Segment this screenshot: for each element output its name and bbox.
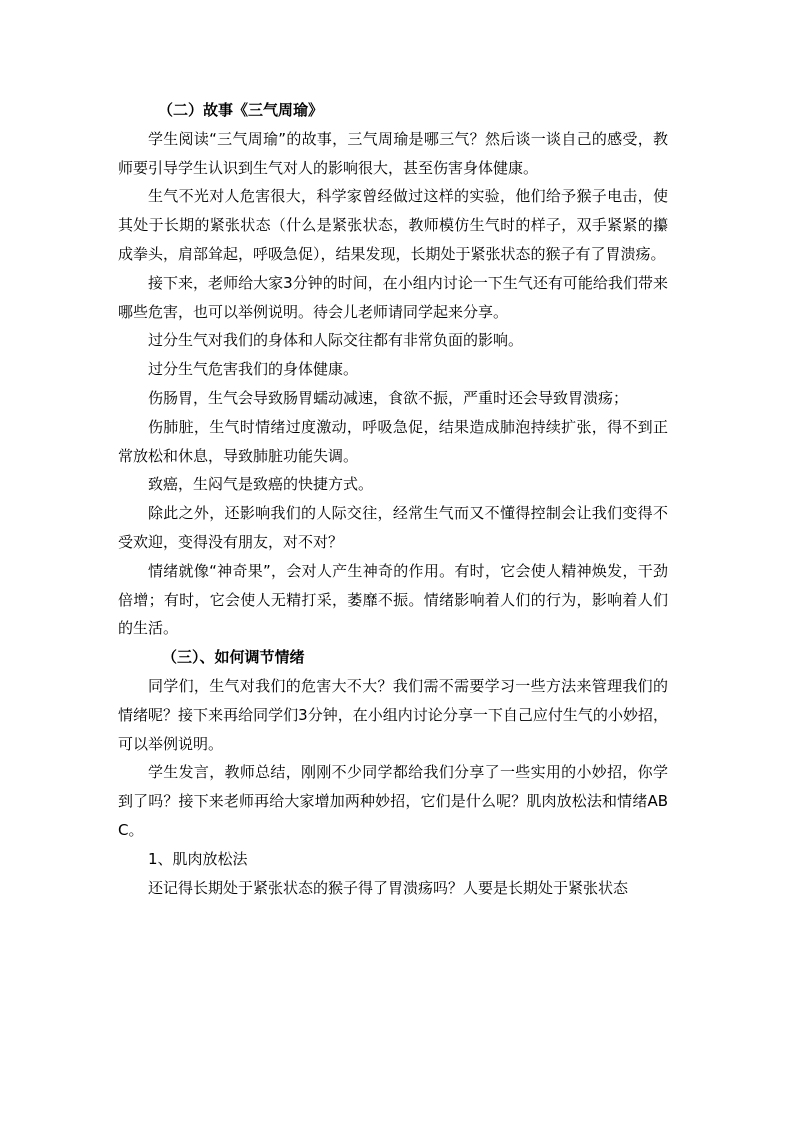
paragraph: 致癌，生闷气是致癌的快捷方式。 bbox=[148, 475, 374, 494]
paragraph: 同学们，生气对我们的危害大不大？我们需不需要学习一些方法来管理我们的情绪呢？接下来再给同学们3分钟，在小组内讨论分享一下自己应付生气的小妙招，可以举例说明。 bbox=[118, 676, 668, 753]
paragraph: 还记得长期处于紧张状态的猴子得了胃溃疡吗？人要是长期处于紧张状态 bbox=[148, 878, 629, 897]
paragraph: 学生发言，教师总结，刚刚不少同学都给我们分享了一些实用的小妙招，你学到了吗？接下来老师再给大家增加两种妙招，它们是什么呢？肌肉放松法和情绪ABC。 bbox=[118, 763, 668, 839]
section-heading-story: （二）故事《三气周瑜》 bbox=[158, 101, 324, 119]
document-body bbox=[118, 96, 668, 902]
paragraph: 过分生气危害我们的身体健康。 bbox=[148, 360, 359, 379]
paragraph: 除此之外，还影响我们的人际交往，经常生气而又不懂得控制会让我们变得不受欢迎，变得没有朋友，对不对？ bbox=[118, 504, 668, 551]
paragraph: 伤肠胃，生气会导致肠胃蠕动减速，食欲不振，严重时还会导致胃溃疡； bbox=[148, 388, 629, 407]
paragraph: 生气不光对人危害很大，科学家曾经做过这样的实验，他们给予猴子电击，使其处于长期的紧张状态（什么是紧张状态，教师模仿生气时的样子，双手紧紧的攥成拳头，肩部耸起，呼吸急促），结果发现，长期处于紧张状态的猴子有了胃溃疡。 bbox=[118, 187, 668, 263]
paragraph: 情绪就像“神奇果”，会对人产生神奇的作用。有时，它会使人精神焕发，干劲倍增；有时，它会使人无精打采，萎靡不振。情绪影响着人们的行为，影响着人们的生活。 bbox=[118, 561, 668, 638]
subheading-muscle-relaxation: 1、肌肉放松法 bbox=[148, 849, 248, 868]
paragraph: 学生阅读“三气周瑜”的故事，三气周瑜是哪三气？然后谈一谈自己的感受，教师要引导学生认识到生气对人的影响很大，甚至伤害身体健康。 bbox=[118, 129, 668, 177]
section-heading-regulate: （三）、如何调节情绪 bbox=[162, 648, 305, 667]
paragraph: 接下来，老师给大家3分钟的时间，在小组内讨论一下生气还有可能给我们带来哪些危害，也可以举例说明。待会儿老师请同学起来分享。 bbox=[118, 273, 668, 321]
paragraph: 伤肺脏，生气时情绪过度激动，呼吸急促，结果造成肺泡持续扩张，得不到正常放松和休息，导致肺脏功能失调。 bbox=[118, 417, 668, 465]
paragraph: 过分生气对我们的身体和人际交往都有非常负面的影响。 bbox=[148, 331, 524, 350]
